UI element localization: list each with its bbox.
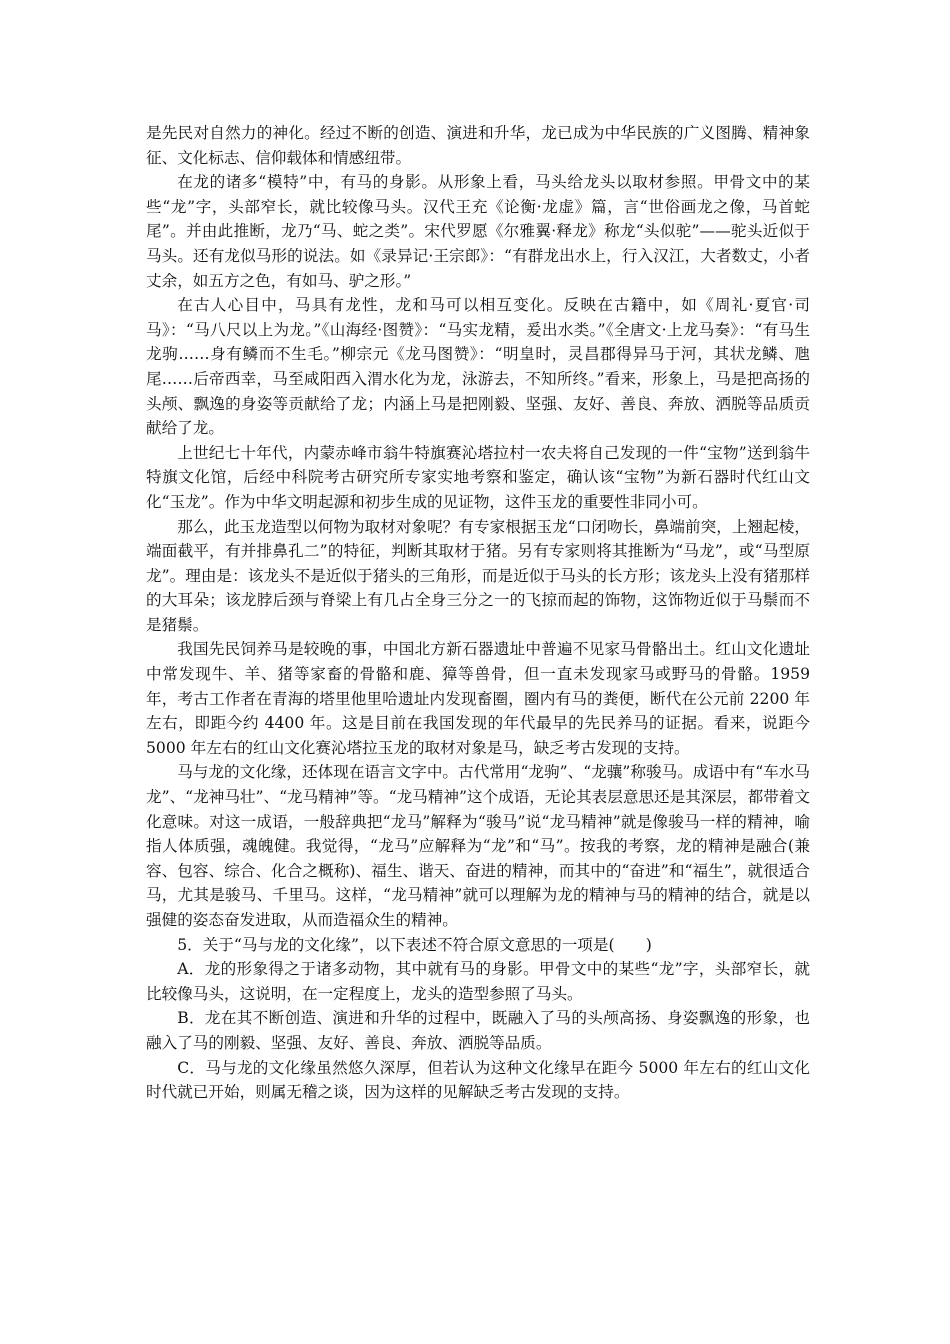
paragraph-ancient-texts: 在古人心目中，马具有龙性，龙和马可以相互变化。反映在古籍中，如《周礼·夏官·司马》：“马八尺以上为龙。”《山海经·图赞》：“马实龙精，爰出水类。”《全唐文·上龙马奏》：“有马生龙驹……身有鳞而不生毛。”柳宗元《龙马图赞》：“明皇时，灵昌郡得异马于河，其状龙鳞、虺尾……后帝西幸，马至咸阳西入渭水化为龙，泳游去，不知所终。”看来，形象上，马是把高扬的头颅、飘逸的身姿等贡献给了龙；内涵上马是把刚毅、坚强、友好、善良、奔放、洒脱等品质贡献给了龙。 [146,296,810,438]
question-stem: 5．关于“马与龙的文化缘”，以下表述不符合原文意思的一项是( ) [177,935,652,954]
paragraph-horse-in-dragon-image: 在龙的诸多“模特”中，有马的身影。从形象上看，马头给龙头以取材参照。甲骨文中的某些“龙”字，头部窄长，就比较像马头。汉代王充《论衡·龙虚》篇，言“世俗画龙之像，马首蛇尾”。并由此推断，龙乃“马、蛇之类”。宋代罗愿《尔雅翼·释龙》称龙“头似驼”——驼头近似于马头。还有龙似马形的说法。如《录异记·王宗郎》：“有群龙出水上，行入汉江，大者数丈，小者丈余，如五方之色，有如马、驴之形。” [146,173,810,290]
paragraph-language-culture: 马与龙的文化缘，还体现在语言文字中。古代常用“龙驹”、“龙骧”称骏马。成语中有“车水马龙”、“龙神马壮”、“龙马精神”等。“龙马精神”这个成语，无论其表层意思还是其深层，都带着文化意味。对这一成语，一般辞典把“龙马”解释为“骏马”说“龙马精神”就是像骏马一样的精神，喻指人体质强，魂魄健。我觉得，“龙马”应解释为“龙”和“马”。按我的考察，龙的精神是融合(兼容、包容、综合、化合之概称)、福生、谐天、奋进的精神，而其中的“奋进”和“福生”，就很适合马，尤其是骏马、千里马。这样，“龙马精神”就可以理解为龙的精神与马的精神的结合，就是以强健的姿态奋发进取，从而造福众生的精神。 [146,763,810,929]
document-page [146,121,810,1105]
paragraph-horse-domestication: 我国先民饲养马是较晚的事，中国北方新石器遗址中普遍不见家马骨骼出土。红山文化遗址中常发现牛、羊、猪等家畜的骨骼和鹿、獐等兽骨，但一直未发现家马或野马的骨骼。1959 年，考古工作者在青海的塔里他里哈遗址内发现畜圈，圈内有马的粪便，断代在公元前 2200 年左右，即距今约 4400 年。这是目前在我国发现的年代最早的先民养马的证据。看来，说距今 5000 年左右的红山文化赛沁塔拉玉龙的取材对象是马，缺乏考古发现的支持。 [146,640,810,757]
option-c: C．马与龙的文化缘虽然悠久深厚，但若认为这种文化缘早在距今 5000 年左右的红山文化时代就已开始，则属无稽之谈，因为这样的见解缺乏考古发现的支持。 [146,1058,810,1102]
paragraph-jade-dragon-discovery: 上世纪七十年代，内蒙赤峰市翁牛特旗赛沁塔拉村一农夫将自己发现的一件“宝物”送到翁牛特旗文化馆，后经中科院考古研究所专家实地考察和鉴定，确认该“宝物”为新石器时代红山文化“玉龙”。作为中华文明起源和初步生成的见证物，这件玉龙的重要性非同小可。 [146,443,810,511]
paragraph-intro-continuation: 是先民对自然力的神化。经过不断的创造、演进和升华，龙已成为中华民族的广义图腾、精神象征、文化标志、信仰载体和情感纽带。 [146,124,810,167]
paragraph-jade-dragon-origin: 那么，此玉龙造型以何物为取材对象呢？有专家根据玉龙“口闭吻长，鼻端前突，上翘起棱，端面截平，有并排鼻孔二”的特征，判断其取材于猪。另有专家则将其推断为“马龙”，或“马型原龙”。理由是：该龙头不是近似于猪头的三角形，而是近似于马头的长方形；该龙头上没有猪那样的大耳朵；该龙脖后颈与脊梁上有几占全身三分之一的飞掠而起的饰物，这饰物近似于马鬃而不是猪鬃。 [146,517,810,634]
option-b: B．龙在其不断创造、演进和升华的过程中，既融入了马的头颅高扬、身姿飘逸的形象，也融入了马的刚毅、坚强、友好、善良、奔放、洒脱等品质。 [146,1009,810,1052]
option-a: A．龙的形象得之于诸多动物，其中就有马的身影。甲骨文中的某些“龙”字，头部窄长，就比较像马头，这说明，在一定程度上，龙头的造型参照了马头。 [146,960,810,1003]
